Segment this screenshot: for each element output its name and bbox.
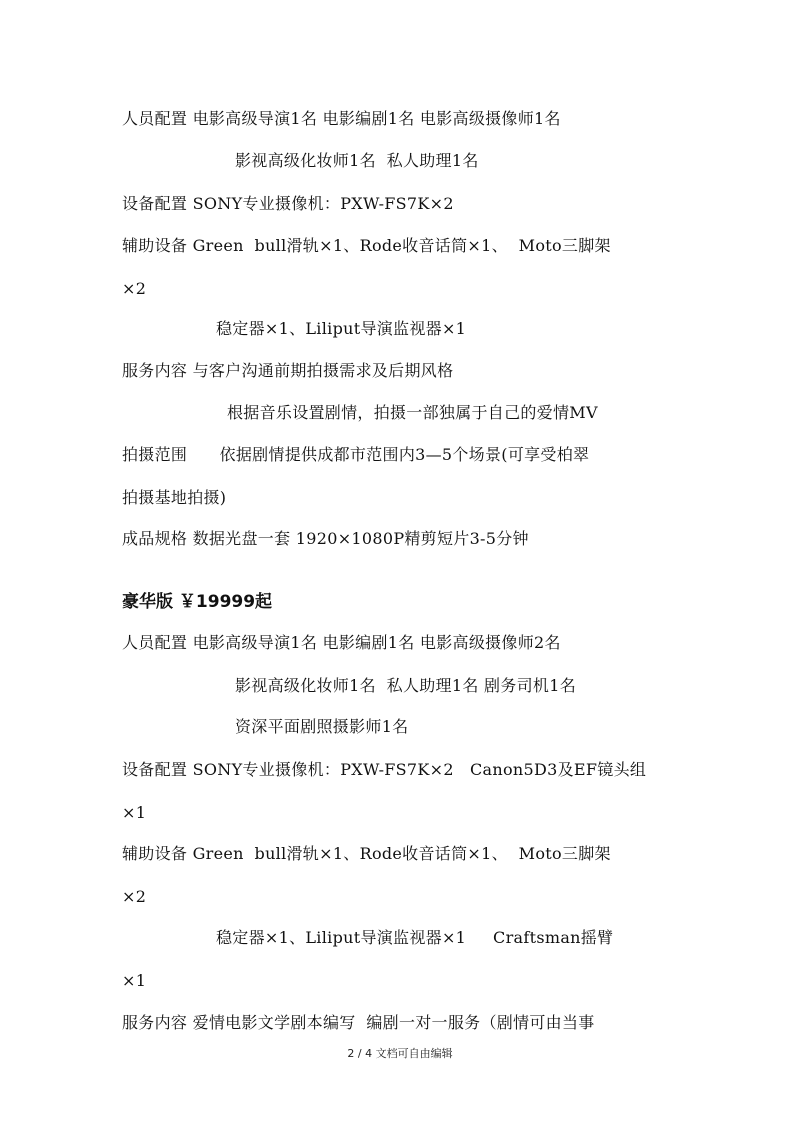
deluxe-aux-equipment-continued: 稳定器×1、Liliput导演监视器×1 Craftsman摇臂 [216, 928, 614, 947]
service-content-continued: 根据音乐设置剧情，拍摄一部独属于自己的爱情MV [227, 403, 598, 422]
aux-equipment-line: 辅助设备 Green bull滑轨×1、Rode收音话筒×1、 Moto三脚架 [122, 236, 611, 255]
deluxe-aux-equipment-line: 辅助设备 Green bull滑轨×1、Rode收音话筒×1、 Moto三脚架 [122, 844, 611, 863]
shooting-scope-wrap: 拍摄基地拍摄) [122, 488, 227, 507]
deluxe-staff-config-continued-2: 资深平面剧照摄影师1名 [235, 717, 409, 736]
deluxe-staff-config-continued: 影视高级化妆师1名 私人助理1名 剧务司机1名 [235, 676, 576, 695]
deluxe-staff-config-line: 人员配置 电影高级导演1名 电影编剧1名 电影高级摄像师2名 [122, 633, 561, 652]
deluxe-equipment-config-wrap: ×1 [122, 803, 147, 822]
shooting-scope-line: 拍摄范围 依据剧情提供成都市范围内3—5个场景(可享受柏翠 [122, 445, 590, 464]
equipment-config-line: 设备配置 SONY专业摄像机：PXW-FS7K×2 [122, 194, 454, 213]
staff-config-line: 人员配置 电影高级导演1名 电影编剧1名 电影高级摄像师1名 [122, 109, 561, 128]
deluxe-package-title: 豪华版 ￥19999起 [122, 592, 273, 612]
aux-equipment-wrap: ×2 [122, 279, 147, 298]
deluxe-equipment-config-line: 设备配置 SONY专业摄像机：PXW-FS7K×2 Canon5D3及EF镜头组 [122, 760, 647, 779]
product-spec-line: 成品规格 数据光盘一套 1920×1080P精剪短片3-5分钟 [122, 529, 529, 548]
service-content-line: 服务内容 与客户沟通前期拍摄需求及后期风格 [122, 361, 454, 380]
deluxe-service-content-line: 服务内容 爱情电影文学剧本编写 编剧一对一服务（剧情可由当事 [122, 1013, 595, 1032]
deluxe-aux-equipment-continued-wrap: ×1 [122, 971, 147, 990]
deluxe-aux-equipment-wrap: ×2 [122, 887, 147, 906]
aux-equipment-continued: 稳定器×1、Liliput导演监视器×1 [216, 319, 467, 338]
page-footer: 2 / 4 文档可自由编辑 [347, 1047, 453, 1060]
staff-config-continued: 影视高级化妆师1名 私人助理1名 [235, 151, 479, 170]
